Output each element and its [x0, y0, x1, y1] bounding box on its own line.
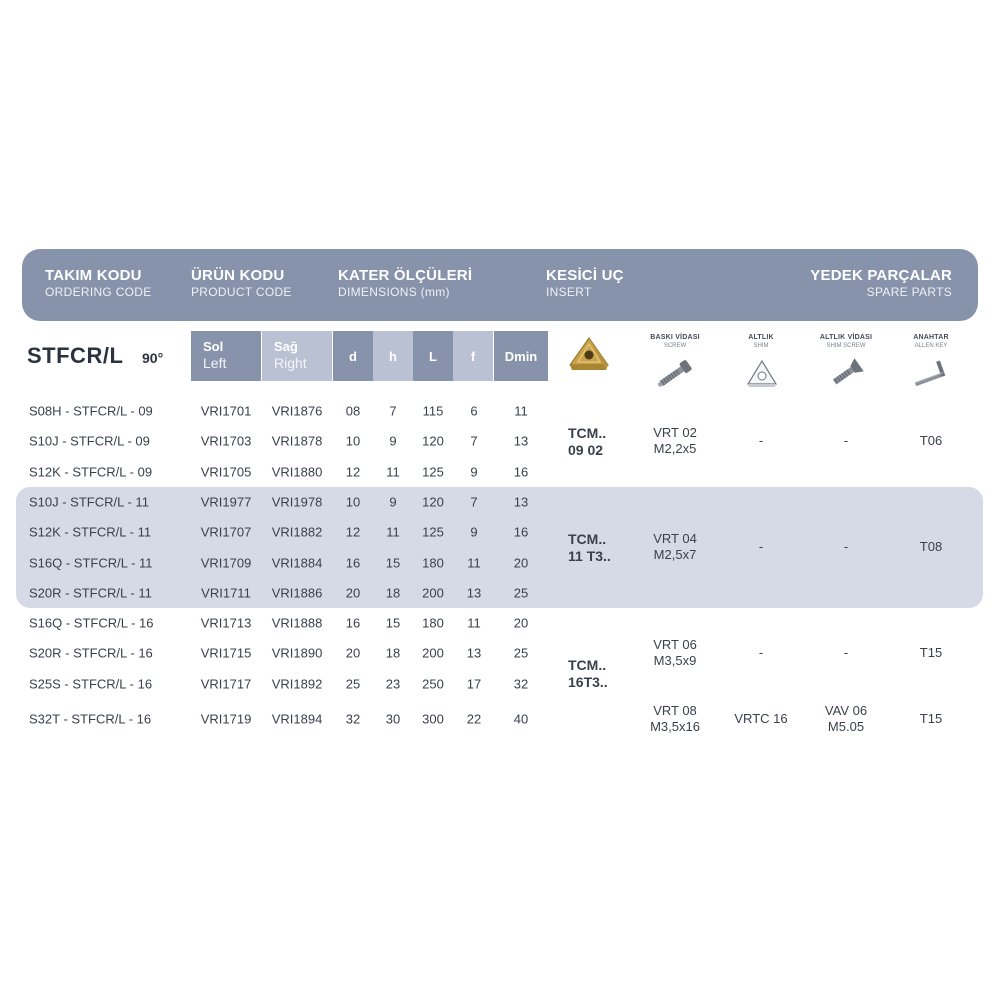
screw-group-09 — [653, 425, 697, 457]
shim-screw-icon — [826, 356, 866, 392]
cell-dmin: 11 — [514, 403, 528, 419]
cell-code: S12K - STFCR/L - 09 — [29, 464, 153, 480]
cell-left: VRI1717 — [200, 676, 252, 692]
cell-L: 125 — [422, 464, 444, 480]
key-group-s32t: T15 — [919, 711, 943, 726]
header-product-en: PRODUCT CODE — [191, 285, 292, 299]
insert-group-09 — [568, 425, 606, 459]
header-dimensions — [338, 266, 472, 299]
cell-d: 25 — [345, 676, 361, 692]
cell-right: VRI1882 — [271, 524, 323, 540]
shim-group-09: - — [758, 433, 764, 448]
header-dimensions-tr: KATER ÖLÇÜLERİ — [338, 267, 473, 284]
cell-h: 9 — [389, 494, 397, 510]
cell-dmin: 16 — [513, 524, 529, 540]
screw-09-line1: VRT 02 — [653, 425, 697, 440]
screw-16-line1: VRT 06 — [653, 637, 697, 652]
cell-d: 10 — [345, 494, 361, 510]
shimscrew-s32t-line2: M5.05 — [827, 719, 865, 734]
header-band — [22, 249, 978, 321]
col-dmin-header: Dmin — [494, 331, 548, 381]
col-h-header: h — [373, 331, 413, 381]
cell-h: 7 — [389, 403, 397, 419]
col-left-en: Left — [203, 355, 227, 371]
cell-left: VRI1713 — [200, 615, 252, 631]
cell-code: S20R - STFCR/L - 16 — [29, 645, 153, 661]
col-left-header — [191, 331, 261, 381]
cell-d: 20 — [345, 585, 361, 601]
cell-f: 7 — [470, 433, 478, 449]
cell-code: S25S - STFCR/L - 16 — [29, 676, 153, 692]
cell-L: 200 — [422, 585, 444, 601]
triangular-insert-icon — [566, 333, 612, 375]
spare-shimscrew-head — [814, 333, 878, 350]
spare-key-head — [900, 333, 962, 350]
cell-dmin: 16 — [513, 464, 529, 480]
col-right-en: Right — [274, 355, 307, 371]
key-group-09: T06 — [919, 433, 943, 448]
cell-f: 13 — [466, 645, 482, 661]
shimscrew-s32t-line1: VAV 06 — [824, 703, 868, 718]
cell-L: 180 — [422, 555, 444, 571]
cell-L: 300 — [422, 711, 444, 727]
model-title: STFCR/L — [27, 343, 124, 368]
cell-h: 30 — [385, 711, 401, 727]
cell-right: VRI1880 — [271, 464, 323, 480]
cell-right: VRI1890 — [271, 645, 323, 661]
cell-right: VRI1892 — [271, 676, 323, 692]
cell-d: 10 — [345, 433, 361, 449]
cell-h: 18 — [385, 585, 401, 601]
cell-f: 17 — [466, 676, 482, 692]
cell-f: 11 — [467, 615, 481, 631]
key-group-11: T08 — [919, 539, 943, 554]
header-ordering-en: ORDERING CODE — [45, 285, 152, 299]
insert-group-16 — [568, 657, 608, 691]
insert-group-11 — [568, 531, 611, 565]
cell-left: VRI1701 — [200, 403, 252, 419]
cell-left: VRI1705 — [200, 464, 252, 480]
header-product-tr: ÜRÜN KODU — [191, 267, 285, 284]
model-angle: 90° — [142, 350, 164, 366]
cell-f: 9 — [470, 464, 478, 480]
cell-dmin: 13 — [513, 494, 529, 510]
cell-code: S12K - STFCR/L - 11 — [29, 524, 152, 540]
insert-09-line1: TCM.. — [568, 425, 607, 441]
screw-group-16 — [653, 637, 697, 669]
shim-icon — [744, 356, 780, 390]
screw-s32t-line1: VRT 08 — [653, 703, 697, 718]
cell-left: VRI1711 — [201, 585, 251, 601]
shim-group-11: - — [758, 539, 764, 554]
spare-screw-head — [644, 333, 706, 350]
spare-shim-en: SHIM — [753, 343, 769, 349]
insert-11-line2: 11 T3.. — [568, 548, 611, 564]
shimscrew-group-11: - — [843, 539, 849, 554]
cell-right: VRI1878 — [271, 433, 323, 449]
cell-left: VRI1709 — [200, 555, 252, 571]
header-spare-parts — [810, 266, 952, 299]
spare-screw-tr: BASKI VİDASI — [650, 334, 700, 341]
allen-key-icon — [910, 356, 954, 392]
cell-dmin: 25 — [513, 645, 529, 661]
col-f-header: f — [453, 331, 493, 381]
cell-d: 12 — [345, 524, 361, 540]
cell-L: 250 — [422, 676, 444, 692]
shim-group-s32t: VRTC 16 — [734, 711, 788, 726]
cell-f: 11 — [467, 555, 481, 571]
screw-group-s32t — [650, 703, 700, 735]
cell-code: S20R - STFCR/L - 11 — [29, 585, 152, 601]
cell-h: 15 — [385, 615, 401, 631]
shimscrew-group-s32t — [825, 703, 867, 735]
cell-d: 08 — [345, 403, 361, 419]
cell-f: 7 — [470, 494, 478, 510]
shimscrew-group-09: - — [843, 433, 849, 448]
insert-11-line1: TCM.. — [568, 531, 607, 547]
screw-icon — [654, 356, 696, 392]
screw-11-line1: VRT 04 — [653, 531, 697, 546]
cell-left: VRI1977 — [200, 494, 252, 510]
cell-d: 12 — [345, 464, 361, 480]
shimscrew-group-16: - — [843, 645, 849, 660]
col-left-tr: Sol — [203, 339, 224, 354]
cell-L: 180 — [422, 615, 444, 631]
cell-h: 23 — [385, 676, 401, 692]
cell-d: 20 — [345, 645, 361, 661]
header-spare-en: SPARE PARTS — [866, 285, 952, 299]
cell-right: VRI1888 — [271, 615, 323, 631]
cell-h: 18 — [385, 645, 401, 661]
col-L-header: L — [413, 331, 453, 381]
cell-code: S16Q - STFCR/L - 11 — [29, 555, 153, 571]
cell-d: 32 — [345, 711, 361, 727]
cell-f: 22 — [466, 711, 482, 727]
cell-f: 9 — [470, 524, 478, 540]
spare-shim-tr: ALTLIK — [748, 334, 774, 341]
cell-code: S10J - STFCR/L - 11 — [29, 494, 149, 510]
screw-16-line2: M3,5x9 — [653, 653, 697, 668]
cell-right: VRI1978 — [271, 494, 323, 510]
cell-code: S32T - STFCR/L - 16 — [29, 711, 152, 727]
screw-group-11 — [653, 531, 697, 563]
header-product-code — [191, 266, 292, 299]
cell-dmin: 20 — [513, 555, 529, 571]
col-d-header: d — [333, 331, 373, 381]
cell-L: 120 — [422, 494, 444, 510]
spare-key-tr: ANAHTAR — [913, 334, 949, 341]
cell-left: VRI1719 — [200, 711, 252, 727]
cell-right: VRI1876 — [271, 403, 323, 419]
cell-L: 200 — [422, 645, 444, 661]
spare-shim-head — [730, 333, 792, 350]
header-ordering-tr: TAKIM KODU — [45, 267, 142, 284]
spare-shimscrew-tr: ALTLIK VİDASI — [819, 334, 873, 341]
insert-16-line1: TCM.. — [568, 657, 607, 673]
header-spare-tr: YEDEK PARÇALAR — [810, 267, 952, 284]
cell-left: VRI1715 — [200, 645, 252, 661]
header-insert-en: INSERT — [546, 285, 592, 299]
cell-left: VRI1707 — [200, 524, 252, 540]
cell-left: VRI1703 — [200, 433, 252, 449]
spare-screw-en: SCREW — [663, 343, 687, 349]
key-group-16: T15 — [919, 645, 943, 660]
header-dimensions-en: DIMENSIONS (mm) — [338, 285, 450, 299]
cell-h: 11 — [386, 524, 400, 540]
cell-code: S10J - STFCR/L - 09 — [29, 433, 150, 449]
cell-h: 11 — [386, 464, 400, 480]
col-right-tr: Sağ — [274, 339, 298, 354]
cell-L: 125 — [422, 524, 444, 540]
spare-shimscrew-en: SHIM SCREW — [826, 343, 866, 349]
cell-dmin: 13 — [513, 433, 529, 449]
cell-f: 6 — [470, 403, 478, 419]
cell-d: 16 — [345, 615, 361, 631]
spare-key-en: ALLEN KEY — [914, 343, 948, 349]
cell-dmin: 25 — [513, 585, 529, 601]
shim-group-16: - — [758, 645, 764, 660]
cell-dmin: 40 — [513, 711, 529, 727]
cell-f: 13 — [466, 585, 482, 601]
screw-s32t-line2: M3,5x16 — [650, 719, 700, 734]
cell-right: VRI1884 — [271, 555, 323, 571]
header-insert — [546, 266, 624, 299]
cell-code: S08H - STFCR/L - 09 — [29, 403, 153, 419]
col-right-header — [262, 331, 332, 381]
header-ordering-code — [45, 266, 152, 299]
cell-h: 15 — [385, 555, 401, 571]
header-insert-tr: KESİCİ UÇ — [546, 267, 624, 284]
cell-dmin: 32 — [513, 676, 529, 692]
cell-h: 9 — [389, 433, 397, 449]
cell-right: VRI1886 — [271, 585, 323, 601]
cell-right: VRI1894 — [271, 711, 323, 727]
screw-11-line2: M2,5x7 — [653, 547, 697, 562]
screw-09-line2: M2,2x5 — [653, 441, 697, 456]
cell-L: 120 — [422, 433, 444, 449]
group-highlight-11 — [16, 487, 983, 608]
insert-16-line2: 16T3.. — [568, 674, 608, 690]
insert-09-line2: 09 02 — [568, 442, 604, 458]
cell-code: S16Q - STFCR/L - 16 — [29, 615, 154, 631]
cell-L: 115 — [422, 403, 444, 419]
cell-d: 16 — [345, 555, 361, 571]
cell-dmin: 20 — [513, 615, 529, 631]
